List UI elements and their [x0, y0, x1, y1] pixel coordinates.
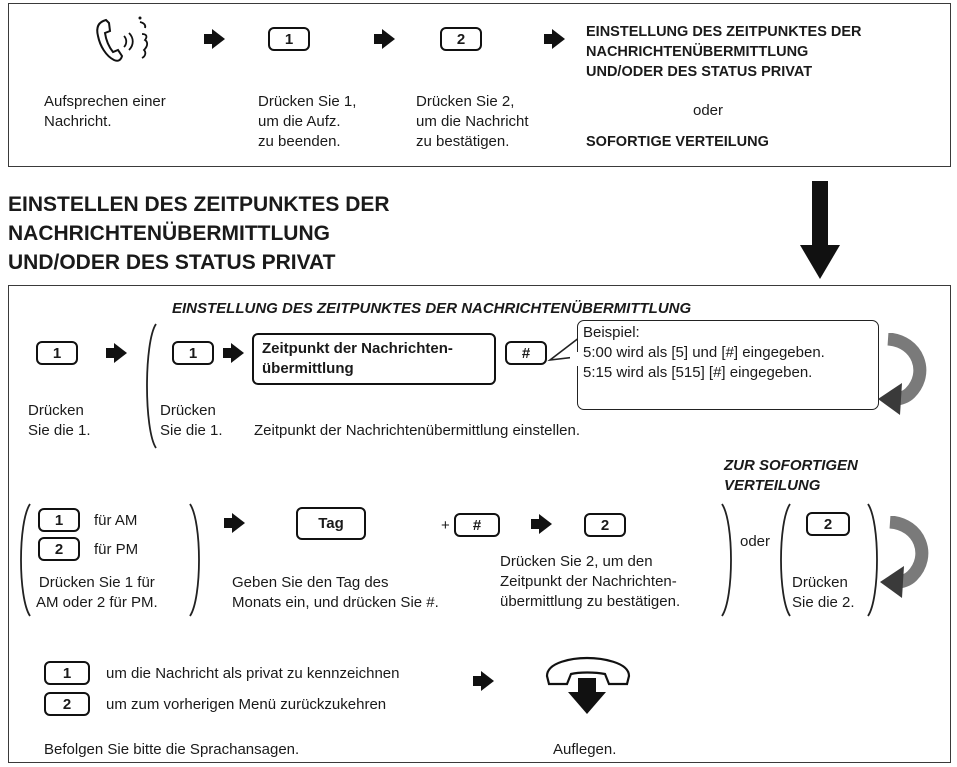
back-label: um zum vorherigen Menü zurückzukehren	[106, 696, 387, 713]
row1-arrow-2	[231, 343, 244, 363]
loop-arrow-icon-2	[880, 516, 932, 598]
row2-arrow-1	[232, 513, 245, 533]
row1-arrow-1	[114, 343, 127, 363]
main-subtitle: EINSTELLUNG DES ZEITPUNKTES DER NACHRICHTENÜBERMITTLUNG	[172, 300, 692, 317]
record-message-label: Aufsprechen einer Nachricht.	[44, 93, 166, 130]
private-label: um die Nachricht als privat zu kennzeichnen	[106, 665, 400, 682]
down-arrow-icon	[800, 181, 840, 279]
row3-arrow	[481, 671, 494, 691]
row1-key-1: 1	[36, 341, 78, 365]
row1-press-1-label: Drücken Sie die 1.	[28, 402, 91, 439]
result-immediate: SOFORTIGE VERTEILUNG	[586, 134, 769, 150]
flow-arrow-3	[552, 29, 565, 49]
immediate-heading: ZUR SOFORTIGEN VERTEILUNG	[724, 457, 858, 494]
result-or: oder	[693, 102, 724, 119]
press-2-label: Drücken Sie 2, um die Nachricht zu bestätigen.	[416, 93, 529, 150]
row1-hash-key: #	[505, 341, 547, 365]
ampm-caption: Drücken Sie 1 für AM oder 2 für PM.	[36, 574, 158, 611]
pm-label: für PM	[94, 541, 139, 558]
day-key: Tag	[296, 507, 366, 540]
ampm-right-bracket	[188, 502, 208, 618]
private-key: 1	[44, 661, 90, 685]
flow-arrow-2	[382, 29, 395, 49]
row1-press-1b-label: Drücken Sie die 1.	[160, 402, 223, 439]
row1-key-1b: 1	[172, 341, 214, 365]
row2-hash-key: #	[454, 513, 500, 537]
key-1: 1	[268, 27, 310, 51]
time-caption: Zeitpunkt der Nachrichtenübermittlung einstellen.	[254, 422, 581, 439]
day-caption: Geben Sie den Tag des Monats ein, und drücken Sie #.	[232, 574, 439, 611]
handset-speaking-icon	[88, 14, 158, 66]
immediate-key: 2	[806, 512, 850, 536]
pm-key: 2	[38, 537, 80, 561]
section-heading: EINSTELLEN DES ZEITPUNKTES DER NACHRICHTENÜBERMITTLUNG UND/ODER DES STATUS PRIVAT	[8, 193, 390, 274]
flow-arrow-1	[212, 29, 225, 49]
result-title: EINSTELLUNG DES ZEITPUNKTES DER NACHRICHTENÜBERMITTLUNG UND/ODER DES STATUS PRIVAT	[586, 24, 862, 80]
immediate-left-bracket	[772, 502, 792, 618]
time-entry-box: Zeitpunkt der Nachrichten- übermittlung	[252, 333, 496, 385]
confirm-caption: Drücken Sie 2, um den Zeitpunkt der Nachrichten- übermittlung zu bestätigen.	[500, 553, 681, 610]
immediate-caption: Drücken Sie die 2.	[792, 574, 855, 611]
confirm-right-bracket	[720, 502, 740, 618]
key-2: 2	[440, 27, 482, 51]
or-label: oder	[740, 533, 771, 550]
row1-left-bracket	[138, 322, 158, 450]
ampm-left-bracket	[12, 502, 32, 618]
hangup-caption: Auflegen.	[553, 741, 617, 758]
hang-up-icon	[543, 654, 633, 716]
back-key: 2	[44, 692, 90, 716]
am-label: für AM	[94, 512, 138, 529]
example-text: Beispiel: 5:00 wird als [5] und [#] eingegeben. 5:15 wird als [515] [#] eingegeben.	[583, 324, 825, 381]
press-1-label: Drücken Sie 1, um die Aufz. zu beenden.	[258, 93, 357, 150]
confirm-key: 2	[584, 513, 626, 537]
plus-sign: +	[441, 517, 450, 534]
loop-arrow-icon	[878, 333, 930, 415]
follow-caption: Befolgen Sie bitte die Sprachansagen.	[44, 741, 300, 758]
row2-arrow-2	[539, 514, 552, 534]
am-key: 1	[38, 508, 80, 532]
